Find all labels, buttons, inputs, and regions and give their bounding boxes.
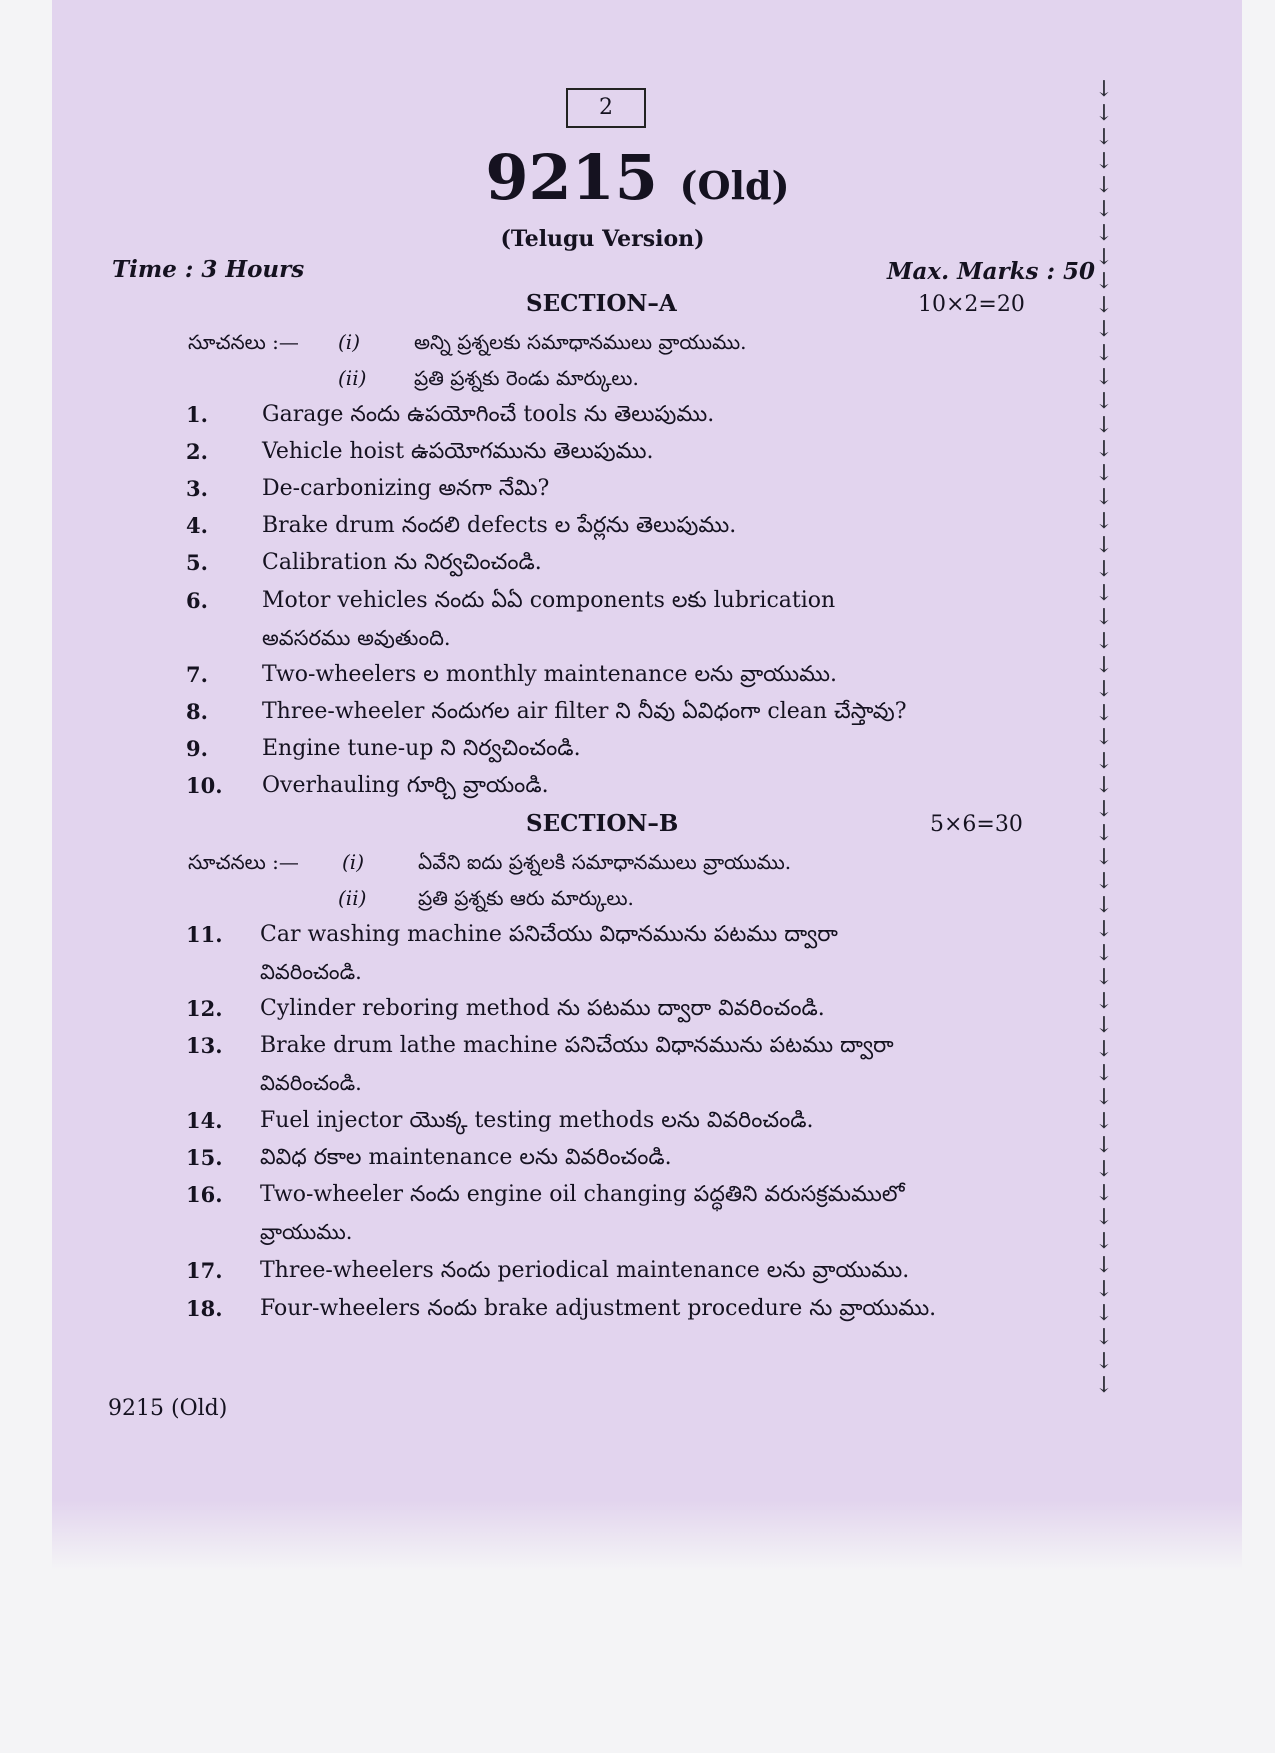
- question-text: వివిధ రకాల maintenance లను వివరించండి.: [260, 1145, 672, 1170]
- down-arrow-icon: ↓: [1094, 1085, 1114, 1110]
- question-text: Three-wheeler నందుగల air filter ని నీవు ఏవిధంగా clean చేస్తావు?: [262, 699, 907, 724]
- down-arrow-icon: ↓: [1094, 269, 1114, 294]
- question-text: De-carbonizing అనగా నేమి?: [262, 476, 550, 501]
- down-arrow-icon: ↓: [1094, 101, 1114, 126]
- question-text-continued: అవసరము అవుతుంది.: [262, 626, 451, 650]
- section-a-note-1-roman: (i): [338, 330, 361, 354]
- down-arrow-icon: ↓: [1094, 1373, 1114, 1398]
- down-arrow-icon: ↓: [1094, 629, 1114, 654]
- question-number: 17.: [186, 1258, 223, 1283]
- question-text: Garage నందు ఉపయోగించే tools ను తెలుపుము.: [262, 402, 715, 427]
- question-text: Four-wheelers నందు brake adjustment procedure ను వ్రాయుము.: [260, 1296, 937, 1321]
- question-text: Vehicle hoist ఉపయోగమును తెలుపుము.: [262, 439, 654, 464]
- down-arrow-icon: ↓: [1094, 149, 1114, 174]
- question-number: 12.: [186, 996, 223, 1021]
- down-arrow-icon: ↓: [1094, 365, 1114, 390]
- question-text: Car washing machine పనిచేయు విధానమును పటము ద్వారా: [260, 922, 838, 947]
- down-arrow-icon: ↓: [1094, 605, 1114, 630]
- down-arrow-icon: ↓: [1094, 197, 1114, 222]
- down-arrow-icon: ↓: [1094, 725, 1114, 750]
- down-arrow-icon: ↓: [1094, 1061, 1114, 1086]
- down-arrow-icon: ↓: [1094, 845, 1114, 870]
- down-arrow-icon: ↓: [1094, 125, 1114, 150]
- down-arrow-icon: ↓: [1094, 509, 1114, 534]
- exam-time: Time : 3 Hours: [112, 256, 305, 283]
- question-text: Motor vehicles నందు ఏఏ components లకు lubrication: [262, 588, 836, 613]
- down-arrow-icon: ↓: [1094, 701, 1114, 726]
- down-arrow-icon: ↓: [1094, 437, 1114, 462]
- down-arrow-icon: ↓: [1094, 989, 1114, 1014]
- question-number: 13.: [186, 1033, 223, 1058]
- question-text: Brake drum lathe machine పనిచేయు విధానమును పటము ద్వారా: [260, 1033, 894, 1058]
- down-arrow-icon: ↓: [1094, 77, 1114, 102]
- section-b-note-2: ప్రతి ప్రశ్నకు ఆరు మార్కులు.: [418, 886, 634, 910]
- down-arrow-icon: ↓: [1094, 533, 1114, 558]
- section-b-note-1: ఏవేని ఐదు ప్రశ్నలకి సమాధానములు వ్రాయుము.: [418, 850, 792, 874]
- down-arrow-icon: ↓: [1094, 749, 1114, 774]
- down-arrow-icon: ↓: [1094, 1349, 1114, 1374]
- section-b-marks: 5×6=30: [930, 812, 1023, 837]
- down-arrow-icon: ↓: [1094, 557, 1114, 582]
- question-number: 10.: [186, 773, 223, 798]
- question-number: 4.: [186, 513, 208, 538]
- down-arrow-icon: ↓: [1094, 1037, 1114, 1062]
- down-arrow-icon: ↓: [1094, 1253, 1114, 1278]
- question-number: 14.: [186, 1108, 223, 1133]
- paper-code-suffix: (Old): [679, 163, 790, 208]
- section-a-note-2-roman: (ii): [338, 366, 367, 390]
- question-text: Three-wheelers నందు periodical maintenance లను వ్రాయుము.: [260, 1258, 910, 1283]
- down-arrow-icon: ↓: [1094, 677, 1114, 702]
- down-arrow-icon: ↓: [1094, 965, 1114, 990]
- section-b-note-1-roman: (i): [342, 850, 365, 874]
- down-arrow-icon: ↓: [1094, 1205, 1114, 1230]
- down-arrow-icon: ↓: [1094, 1157, 1114, 1182]
- paper-sheet-edge: [52, 1500, 1242, 1570]
- question-text-continued: వ్రాయుము.: [260, 1220, 353, 1244]
- section-a-note-1: అన్ని ప్రశ్నలకు సమాధానములు వ్రాయుము.: [414, 330, 747, 354]
- down-arrow-icon: ↓: [1094, 461, 1114, 486]
- section-b-notes-label: సూచనలు :—: [188, 850, 299, 874]
- down-arrow-icon: ↓: [1094, 1109, 1114, 1134]
- section-b-note-2-roman: (ii): [338, 886, 367, 910]
- down-arrow-icon: ↓: [1094, 797, 1114, 822]
- down-arrow-icon: ↓: [1094, 653, 1114, 678]
- down-arrow-icon: ↓: [1094, 821, 1114, 846]
- question-number: 18.: [186, 1296, 223, 1321]
- question-text: Brake drum నందలి defects ల పేర్లను తెలుపుము.: [262, 513, 737, 538]
- down-arrow-icon: ↓: [1094, 1301, 1114, 1326]
- down-arrow-icon: ↓: [1094, 941, 1114, 966]
- question-number: 6.: [186, 588, 208, 613]
- down-arrow-icon: ↓: [1094, 581, 1114, 606]
- question-number: 3.: [186, 476, 208, 501]
- question-number: 2.: [186, 439, 208, 464]
- paper-code-heading: [0, 140, 1275, 224]
- down-arrow-icon: ↓: [1094, 1325, 1114, 1350]
- section-a-notes-label: సూచనలు :—: [188, 330, 299, 354]
- down-arrow-icon: ↓: [1094, 245, 1114, 270]
- question-text: Overhauling గూర్చి వ్రాయండి.: [262, 773, 549, 798]
- section-a-title: SECTION–A: [526, 290, 677, 317]
- question-number: 16.: [186, 1182, 223, 1207]
- question-number: 15.: [186, 1145, 223, 1170]
- version-label: (Telugu Version): [500, 226, 705, 252]
- down-arrow-icon: ↓: [1094, 413, 1114, 438]
- down-arrow-icon: ↓: [1094, 893, 1114, 918]
- question-number: 7.: [186, 662, 208, 687]
- question-text: Engine tune-up ని నిర్వచించండి.: [262, 736, 581, 761]
- down-arrow-icon: ↓: [1094, 221, 1114, 246]
- down-arrow-icon: ↓: [1094, 389, 1114, 414]
- margin-arrow-column: [1092, 78, 1116, 1398]
- down-arrow-icon: ↓: [1094, 173, 1114, 198]
- question-text: Calibration ను నిర్వచించండి.: [262, 550, 542, 575]
- question-text-continued: వివరించండి.: [260, 960, 362, 984]
- down-arrow-icon: ↓: [1094, 293, 1114, 318]
- question-text: Cylinder reboring method ను పటము ద్వారా వివరించండి.: [260, 996, 825, 1021]
- down-arrow-icon: ↓: [1094, 1013, 1114, 1038]
- page-number-box: 2: [566, 88, 646, 128]
- question-number: 11.: [186, 922, 223, 947]
- footer-paper-code: 9215 (Old): [108, 1396, 228, 1421]
- section-a-note-2: ప్రతి ప్రశ్నకు రెండు మార్కులు.: [414, 366, 639, 390]
- down-arrow-icon: ↓: [1094, 869, 1114, 894]
- question-text: Fuel injector యొక్క testing methods లను వివరించండి.: [260, 1108, 814, 1133]
- down-arrow-icon: ↓: [1094, 1133, 1114, 1158]
- down-arrow-icon: ↓: [1094, 917, 1114, 942]
- section-a-marks: 10×2=20: [918, 292, 1025, 317]
- question-number: 8.: [186, 699, 208, 724]
- paper-code: 9215: [485, 141, 658, 214]
- max-marks: Max. Marks : 50: [887, 258, 1095, 285]
- question-number: 1.: [186, 402, 208, 427]
- down-arrow-icon: ↓: [1094, 1181, 1114, 1206]
- down-arrow-icon: ↓: [1094, 485, 1114, 510]
- question-number: 9.: [186, 736, 208, 761]
- down-arrow-icon: ↓: [1094, 341, 1114, 366]
- question-text: Two-wheeler నందు engine oil changing పద్ధతిని వరుసక్రమములో: [260, 1182, 905, 1207]
- down-arrow-icon: ↓: [1094, 1277, 1114, 1302]
- question-text: Two-wheelers ల monthly maintenance లను వ్రాయుము.: [262, 662, 837, 687]
- down-arrow-icon: ↓: [1094, 317, 1114, 342]
- question-number: 5.: [186, 550, 208, 575]
- question-text-continued: వివరించండి.: [260, 1071, 362, 1095]
- down-arrow-icon: ↓: [1094, 1229, 1114, 1254]
- down-arrow-icon: ↓: [1094, 773, 1114, 798]
- section-b-title: SECTION–B: [526, 810, 679, 837]
